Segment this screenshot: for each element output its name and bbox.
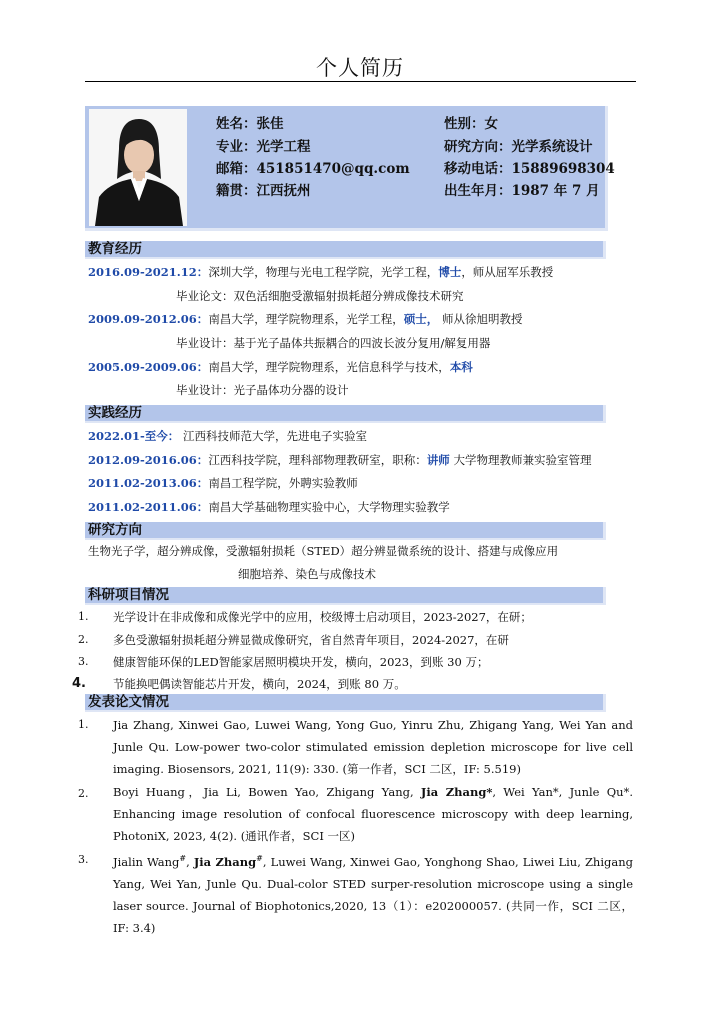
paper-entry (113, 781, 633, 847)
practice-text: 江西科技学院，理科部物理教研室，职称： (208, 453, 427, 467)
paper-text: , Wei Yan*, Junle Qu*. Enhancing image resolution of confocal fluorescence microscopy with deep learning, PhotoniX, 2023, 4(2). (通讯作者，SCI 一区) (113, 785, 633, 843)
paper-number: 2. (78, 787, 89, 800)
practice-date: 2011.02-2011.06： (88, 500, 209, 514)
practice-text: 南昌工程学院，外聘实验教师 (208, 476, 358, 490)
education-section-bar (85, 241, 606, 259)
practice-text: 江西科技师范大学，先进电子实验室 (179, 429, 367, 443)
paper-text: , Luwei Wang, Xinwei Gao, Yonghong Shao, Liwei Liu, Zhigang Yang, Wei Yan, Junle Qu. Dual-color STED surper-resolution microscope using a single laser source. Journal of Biophotonics,2020, 13（1）：e202000057. (共同一作，SCI 二区，IF: 3.4) (113, 854, 634, 935)
projects-heading: 科研项目情况 (88, 587, 169, 603)
practice-date: 2012.09-2016.06： (88, 453, 209, 467)
practice-item (88, 499, 450, 515)
paper-text: Boyi Huang，Jia Li, Bowen Yao, Zhigang Yang, (113, 785, 421, 799)
education-date: 2016.09-2021.12： (88, 265, 209, 279)
birth-date-field: 出生年月：1987 年 7 月 (444, 183, 600, 199)
paper-number: 1. (78, 718, 89, 731)
paper-author-highlight: Jia Zhang* (420, 785, 493, 799)
project-item: 节能换吧偶读智能芯片开发，横向，2024，到账 80 万。 (113, 677, 406, 691)
paper-text: Jia Zhang, Xinwei Gao, Luwei Wang, Yong Guo, Yinru Zhu, Zhigang Yang, Wei Yan and Junle Qu. Low-power two-color stimulated emission depletion microscope for live cell imaging. Biosensors, 2021, 11(9): 330. (第一作者，SCI 二区，IF: 5.519) (113, 718, 633, 776)
name-field: 姓名：张佳 (216, 116, 284, 132)
practice-item (88, 452, 591, 468)
project-number: 3. (78, 655, 89, 668)
research-section-bar (85, 522, 606, 540)
education-tail: ，师从屈军乐教授 (461, 265, 554, 279)
project-number: 1. (78, 610, 89, 623)
education-degree: 博士 (438, 265, 462, 279)
practice-role: 讲师 (426, 453, 450, 467)
education-date: 2005.09-2009.06： (88, 360, 209, 374)
research-heading: 研究方向 (88, 522, 142, 538)
education-note: 毕业设计：光子晶体功分器的设计 (176, 383, 349, 397)
practice-date: 2011.02-2013.06： (88, 476, 209, 490)
project-item: 多色受激辐射损耗超分辨显微成像研究，省自然青年项目，2024-2027，在研 (113, 633, 509, 647)
practice-date: 2022.01-至今： (88, 429, 180, 443)
education-item (88, 264, 553, 280)
project-item: 健康智能环保的LED智能家居照明模块开发，横向，2023，到账 30 万； (113, 655, 489, 669)
education-text: 南昌大学，理学院物理系，光信息科学与技术， (208, 360, 450, 374)
education-item (88, 359, 473, 375)
practice-heading: 实践经历 (88, 405, 142, 421)
major-field: 专业：光学工程 (216, 139, 311, 155)
paper-number: 3. (78, 853, 89, 866)
practice-section-bar (85, 405, 606, 423)
profile-photo (89, 109, 187, 226)
page-title: 个人简历 (316, 56, 404, 80)
practice-tail: 大学物理教师兼实验室管理 (449, 453, 592, 467)
paper-text: Jialin Wang (113, 854, 180, 869)
education-note: 毕业设计：基于光子晶体共振耦合的四波长波分复用/解复用器 (176, 336, 491, 350)
gender-field: 性别：女 (444, 116, 498, 132)
education-date: 2009.09-2012.06： (88, 312, 209, 326)
paper-author-highlight: Jia Zhang (193, 854, 257, 869)
project-number: 2. (78, 633, 89, 646)
paper-entry (113, 848, 633, 939)
paper-cofirst-mark: # (179, 854, 187, 863)
education-tail: 师从徐旭明教授 (438, 312, 523, 326)
education-text: 深圳大学，物理与光电工程学院，光学工程， (208, 265, 439, 279)
paper-entry (113, 714, 633, 780)
project-number: 4. (72, 676, 86, 691)
email-field: 邮箱：451851470@qq.com (216, 161, 410, 177)
practice-item (88, 475, 358, 491)
education-heading: 教育经历 (88, 241, 142, 257)
native-place-field: 籍贯：江西抚州 (216, 183, 311, 199)
research-line: 细胞培养、染色与成像技术 (238, 567, 376, 581)
education-note: 毕业论文：双色活细胞受激辐射损耗超分辨成像技术研究 (176, 289, 464, 303)
paper-text: , (186, 854, 194, 869)
education-item (88, 311, 522, 327)
research-field: 研究方向：光学系统设计 (444, 139, 593, 155)
education-degree: 本科 (449, 360, 473, 374)
title-divider (85, 81, 636, 82)
project-item: 光学设计在非成像和成像光学中的应用，校级博士启动项目，2023-2027，在研； (113, 610, 532, 624)
practice-item (88, 428, 367, 444)
research-line: 生物光子学，超分辨成像，受激辐射损耗（STED）超分辨显微系统的设计、搭建与成像应用 (88, 544, 559, 558)
paper-cofirst-mark: # (256, 854, 263, 863)
papers-heading: 发表论文情况 (88, 694, 169, 710)
education-degree: 硕士， (403, 312, 439, 326)
practice-text: 南昌大学基础物理实验中心，大学物理实验教学 (208, 500, 450, 514)
education-text: 南昌大学，理学院物理系，光学工程， (208, 312, 404, 326)
phone-field: 移动电话：15889698304 (444, 161, 615, 177)
